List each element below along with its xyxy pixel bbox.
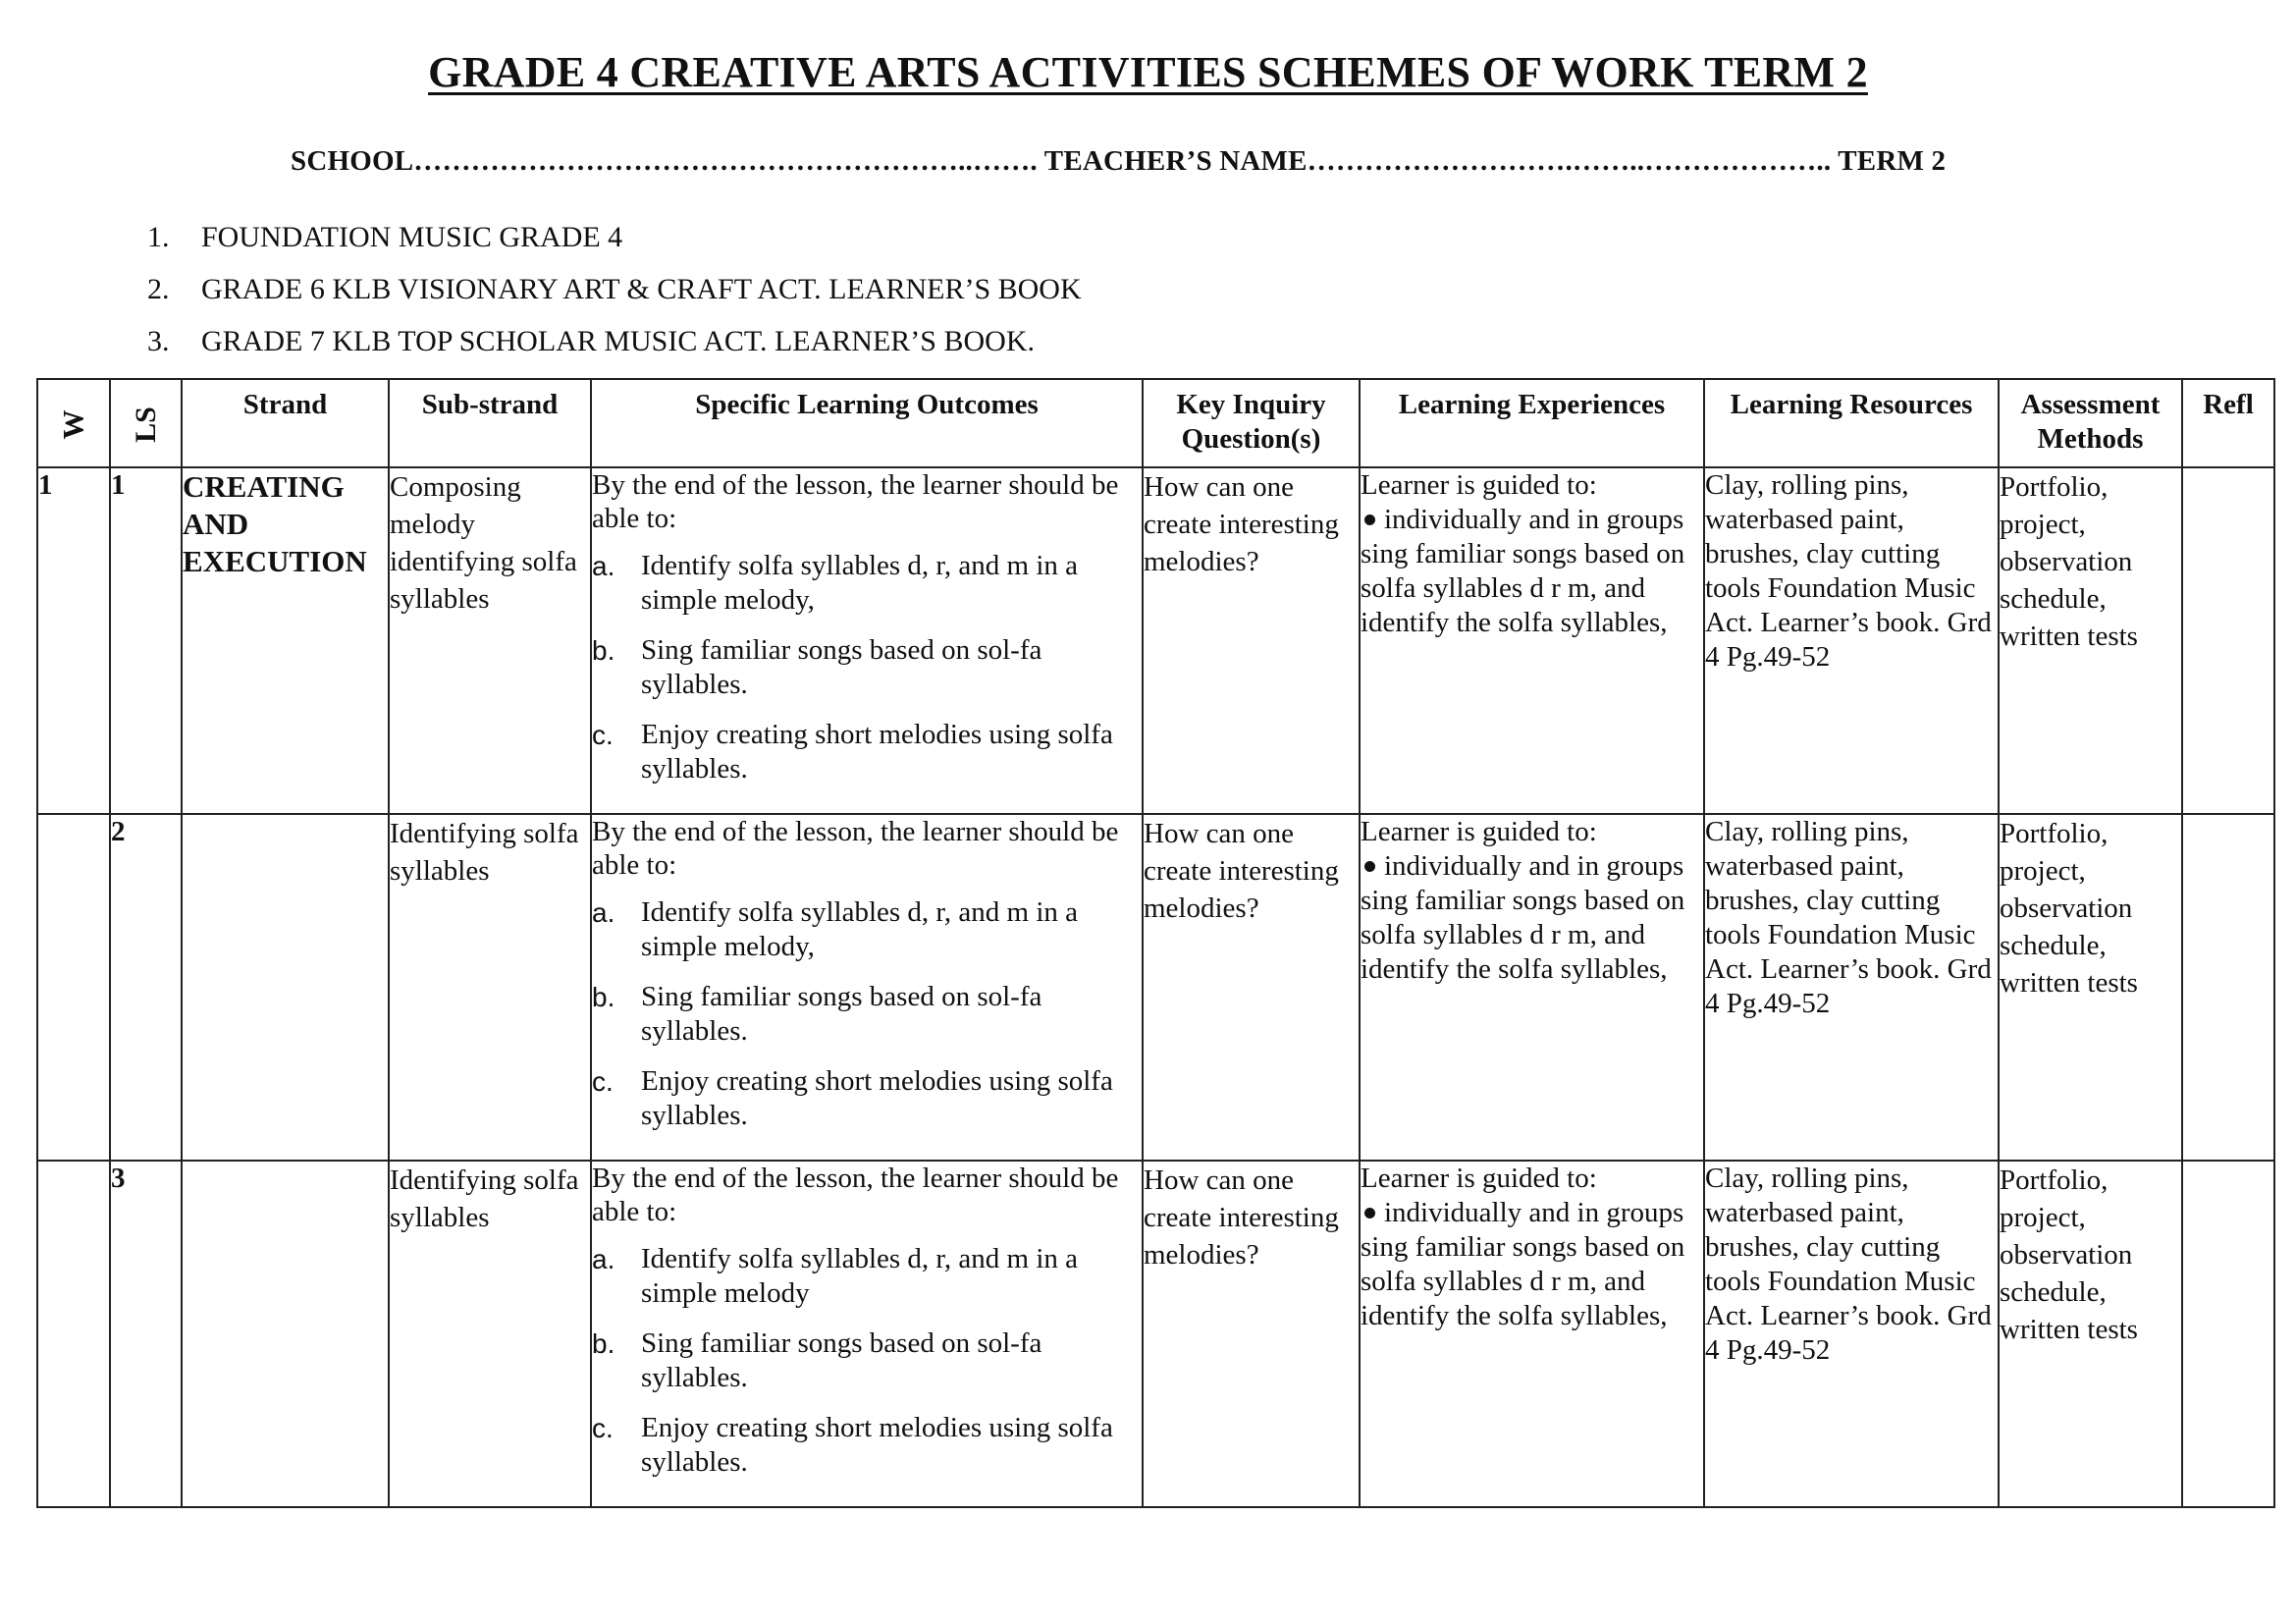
outcomes-list [592, 1242, 1142, 1480]
learning-experiences-cell [1360, 467, 1704, 814]
teacher-blank: ……………………….……..……………….. [1307, 145, 1832, 177]
outcomes-intro: By the end of the lesson, the learner should be able to: [592, 816, 1119, 881]
learning-outcomes-cell [591, 1161, 1143, 1507]
assessment-cell: Portfolio, project, observation schedule, written tests [1999, 1161, 2182, 1507]
bullet-icon [1364, 861, 1375, 872]
header-strand: Strand [182, 379, 389, 467]
reference-item [147, 322, 1082, 374]
experiences-intro: Learner is guided to: [1361, 469, 1597, 501]
outcome-item: c. Enjoy creating short melodies using solfa syllables. [592, 1065, 1113, 1131]
table-header-row [37, 379, 2274, 467]
header-learning-experiences: Learning Experiences [1360, 379, 1704, 467]
assessment-cell: Portfolio, project, observation schedule, written tests [1999, 467, 2182, 814]
strand-cell [182, 814, 389, 1161]
key-inquiry-cell: How can one create interesting melodies? [1143, 814, 1360, 1161]
lesson-cell: 3 [110, 1161, 182, 1507]
experiences-item: individually and in groups sing familiar songs based on solfa syllables d r m, and identify the solfa syllables, [1361, 504, 1685, 638]
reference-number: 2. [147, 273, 170, 305]
key-inquiry-cell: How can one create interesting melodies? [1143, 467, 1360, 814]
bullet-icon [1364, 1208, 1375, 1218]
experiences-intro: Learner is guided to: [1361, 1163, 1597, 1194]
header-substrand: Sub-strand [389, 379, 591, 467]
teacher-label: TEACHER’S NAME [1043, 145, 1308, 177]
week-cell [37, 1161, 110, 1507]
key-inquiry-cell: How can one create interesting melodies? [1143, 1161, 1360, 1507]
week-cell: 1 [37, 467, 110, 814]
reference-number: 1. [147, 221, 170, 253]
substrand-cell: Identifying solfa syllables [389, 814, 591, 1161]
reflection-cell [2182, 467, 2274, 814]
header-learning-outcomes: Specific Learning Outcomes [591, 379, 1143, 467]
header-reflection: Refl [2182, 379, 2274, 467]
table-row [37, 814, 2274, 1161]
term-label: TERM 2 [1838, 145, 1947, 177]
learning-resources-cell: Clay, rolling pins, waterbased paint, brushes, clay cutting tools Foundation Music Act. Learner’s book. Grd 4 Pg.49-52 [1704, 1161, 1999, 1507]
experiences-item: individually and in groups sing familiar songs based on solfa syllables d r m, and identify the solfa syllables, [1361, 1197, 1685, 1331]
learning-experiences-cell [1360, 1161, 1704, 1507]
reference-text: FOUNDATION MUSIC GRADE 4 [201, 221, 623, 253]
outcomes-list [592, 549, 1142, 786]
header-assessment: Assessment Methods [1999, 379, 2182, 467]
header-learning-resources: Learning Resources [1704, 379, 1999, 467]
strand-cell [182, 1161, 389, 1507]
bullet-icon [1364, 514, 1375, 525]
outcome-item: b. Sing familiar songs based on sol-fa syllables. [592, 981, 1042, 1047]
outcome-item: c. Enjoy creating short melodies using solfa syllables. [592, 1412, 1113, 1478]
outcome-item: b. Sing familiar songs based on sol-fa syllables. [592, 1327, 1042, 1393]
reflection-cell [2182, 1161, 2274, 1507]
header-lesson: LS [110, 379, 182, 467]
learning-experiences-cell [1360, 814, 1704, 1161]
learning-outcomes-cell [591, 814, 1143, 1161]
reference-text: GRADE 6 KLB VISIONARY ART & CRAFT ACT. LEARNER’S BOOK [201, 273, 1082, 305]
table-row [37, 467, 2274, 814]
experiences-intro: Learner is guided to: [1361, 816, 1597, 847]
table-row [37, 1161, 2274, 1507]
scheme-of-work-table [36, 378, 2275, 1508]
reference-item [147, 218, 1082, 270]
header-meta-line [291, 145, 1946, 178]
outcomes-list [592, 895, 1142, 1133]
school-blank: …………………………………………………..……. [413, 145, 1038, 177]
lesson-cell: 2 [110, 814, 182, 1161]
reference-text: GRADE 7 KLB TOP SCHOLAR MUSIC ACT. LEARNER’S BOOK. [201, 325, 1035, 357]
strand-cell: CREATING AND EXECUTION [182, 467, 389, 814]
reference-number: 3. [147, 325, 170, 357]
header-key-inquiry: Key Inquiry Question(s) [1143, 379, 1360, 467]
reflection-cell [2182, 814, 2274, 1161]
outcome-item: a. Identify solfa syllables d, r, and m in a simple melody, [592, 896, 1079, 962]
reference-item [147, 270, 1082, 322]
substrand-cell: Composing melody identifying solfa syllables [389, 467, 591, 814]
outcome-item: a. Identify solfa syllables d, r, and m in a simple melody, [592, 550, 1079, 616]
outcomes-intro: By the end of the lesson, the learner should be able to: [592, 1163, 1119, 1227]
lesson-cell: 1 [110, 467, 182, 814]
outcome-item: a. Identify solfa syllables d, r, and m in a simple melody [592, 1243, 1079, 1309]
learning-resources-cell: Clay, rolling pins, waterbased paint, brushes, clay cutting tools Foundation Music Act. Learner’s book. Grd 4 Pg.49-52 [1704, 814, 1999, 1161]
reference-list [147, 218, 1082, 374]
learning-resources-cell: Clay, rolling pins, waterbased paint, brushes, clay cutting tools Foundation Music Act. Learner’s book. Grd 4 Pg.49-52 [1704, 467, 1999, 814]
page-title: GRADE 4 CREATIVE ARTS ACTIVITIES SCHEMES OF WORK TERM 2 [428, 48, 1868, 96]
week-cell [37, 814, 110, 1161]
header-week: W [37, 379, 110, 467]
outcomes-intro: By the end of the lesson, the learner should be able to: [592, 469, 1119, 534]
outcome-item: c. Enjoy creating short melodies using solfa syllables. [592, 719, 1113, 785]
outcome-item: b. Sing familiar songs based on sol-fa syllables. [592, 634, 1042, 700]
school-label: SCHOOL [291, 145, 414, 177]
experiences-item: individually and in groups sing familiar songs based on solfa syllables d r m, and identify the solfa syllables, [1361, 850, 1685, 985]
substrand-cell: Identifying solfa syllables [389, 1161, 591, 1507]
assessment-cell: Portfolio, project, observation schedule, written tests [1999, 814, 2182, 1161]
learning-outcomes-cell [591, 467, 1143, 814]
